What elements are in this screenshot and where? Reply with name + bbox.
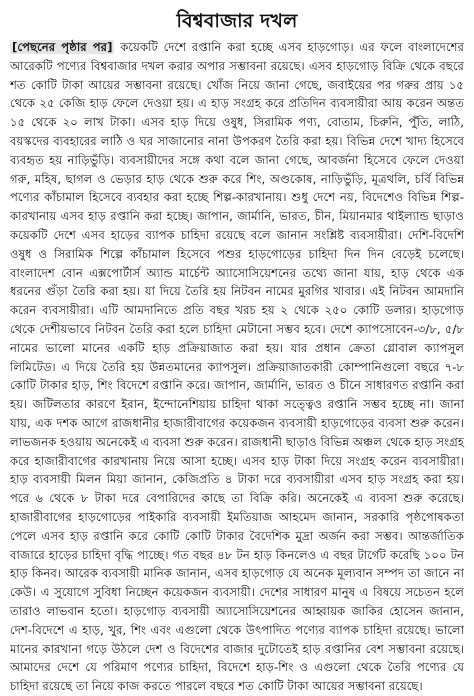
article-body bbox=[10, 38, 464, 696]
article-text: কয়েকটি দেশে রপ্তানি করা হচ্ছে এসব হাড়গোড়। এর ফলে বাংলাদেশের আরেকটি পণ্যের বিশ্ববাজার দখল করার অপার সম্ভাবনা রয়েছে। এসব হাড়গোড় বিক্রি থেকে বছরে শত কোটি টাকা আয়ের সম্ভাবনা রয়েছে। খোঁজ নিয়ে জানা গেছে, জবাইয়ের পর গরুর প্রায় ১৫ থেকে ২৫ কেজি হাড় ফেলে দেওয়া হয়। এ হাড় সংগ্রহ করে প্রতিদিন ব্যবসায়ীরা আয় করেন অন্তত ১৫ থেকে ২০ লাখ টাকা। এসব হাড় দিয়ে ওষুধ, সিরামিক পণ্য, বোতাম, চিরুনি, পুঁতি, লাঠি, বয়স্কদের ব্যবহারের লাঠি ও ঘর সাজানোর নানা উপকরণ তৈরি করা হয়। বিভিন্ন দেশে খাদ্য হিসেবে ব্যবহৃত হয় নাড়িভুঁড়ি। ব্যবসায়ীদের সঙ্গে কথা বলে জানা গেছে, আবর্জনা হিসেবে ফেলে দেওয়া গরু, মহিষ, ছাগল ও ভেড়ার হাড় থেকে শুরু করে শিং, অণ্ডকোষ, নাড়িভুঁড়ি, মূত্রথলি, চর্বি বিভিন্ন পণ্যের কাঁচামাল হিসেবে ব্যবহার করা হচ্ছে শিল্প-কারখানায়। শুধু দেশে নয়, বিদেশেও বিভিন্ন শিল্প-কারখানায় এসব হাড় রপ্তানি করা হচ্ছে। জাপান, জার্মানি, ভারত, চীন, মিয়ানমার থাইল্যান্ড ছাড়াও কয়েকটি দেশে এসব হাড়ের ব্যাপক চাহিদা রয়েছে বলে জানান সংশ্লিষ্ট ব্যবসায়ীরা। দেশি-বিদেশি ওষুধ ও সিরামিক শিল্পে কাঁচামাল হিসেবে পশুর হাড়গোড়ের চাহিদা দিন দিন বেড়েই চলেছে। বাংলাদেশ বোন এক্সপোর্টার্স অ্যান্ড মার্চেন্ট অ্যাসোসিয়েশনের তথ্যে জানা যায়, হাড় থেকে এক ধরনের গুঁড়া তৈরি করা হয়। যা দিয়ে তৈরি হয় নিটবন নামের মুরগির খাবার। এই নিটবন আমদানি করেন ব্যবসায়ীরা। এটি আমদানিতে প্রতি বছর খরচ হয় ২ থেকে ২৫০ কোটি ডলার। হাড়গোড় থেকে দেশীয়ভাবে নিটবন তৈরি করা হলে চাহিদা মেটানো সম্ভব হবে। দেশে ক্যাপসোবেন-৩/৮, ৫/৮ নামের ভালো মানের একটি হাড় প্রক্রিয়াজাত করা হয়। যার প্রধান ক্রেতা গ্লোবাল ক্যাপসুল লিমিটেড। এ দিয়ে তৈরি হয় উন্নতমানের ক্যাপসুল। প্রক্রিয়াজাতকারী কোম্পানিগুলো বছরে ৭-৮ কোটি টাকার হাড়, শিং বিদেশে রপ্তানি করে। জাপান, জার্মানি, ভারত ও চীনে সাধারণত রপ্তানি করা হয়। জটিলতার কারণে ইরান, ইন্দোনেশিয়ায় চাহিদা থাকা সত্ত্বেও রপ্তানি সম্ভব হচ্ছে না। জানা যায়, এক দশক আগে রাজধানীর হাজারীবাগের কয়েকজন ব্যবসায়ী হাড়গোড়ের ব্যবসা শুরু করেন। লাভজনক হওয়ায় অনেকেই এ ব্যবসা শুরু করেন। রাজধানী ছাড়াও বিভিন্ন অঞ্চল থেকে হাড় সংগ্রহ করে হাজারীবাগের কারখানায় নিয়ে আসা হচ্ছে। এসব হাড় টাকা দিয়ে সংগ্রহ করেন ব্যবসায়ীরা। হাড় ব্যবসায়ী মিলন মিয়া জানান, কেজিপ্রতি ৪ টাকা দরে ব্যবসায়ীরা এসব হাড় সংগ্রহ করা হয়। পরে ৬ থেকে ৮ টাকা দরে বেপারিদের কাছে তা বিক্রি করি। অনেকেই এ ব্যবসা শুরু করেছে। হাজারীবাগের হাড়গোড়ের পাইকারি ব্যবসায়ী ইমতিয়াজ আহমেদ জানান, সরকারি পৃষ্ঠপোষকতা পেলে এসব হাড় রপ্তানি করে কোটি কোটি টাকার বৈদেশিক মুদ্রা অর্জন করা সম্ভব। আন্তর্জাতিক বাজারে হাড়ের চাহিদা বৃদ্ধি পাচ্ছে। গত বছর ৪৮ টন হাড় কিনলেও এ বছর টার্গেট করেছি ১০০ টন হাড় কিনব। আরেক ব্যবসায়ী মানিক জানান, এসব হাড়গোড় যে অনেক মূল্যবান সম্পদ তা জানে না কেউ। এ সুযোগে সুবিধা নিচ্ছেন কয়েকজন ব্যবসায়ী। দেশের সাধারণ মানুষ এ বিষয়ে সচেতন হলে তারাও লাভবান হতো। হাড়গোড় ব্যবসায়ী অ্যাসোসিয়েশনের আহ্বায়ক জাকির হোসেন জানান, দেশ-বিদেশে এ হাড়, খুর, শিং এবং এগুলো থেকে উৎপাদিত পণ্যের ব্যাপক চাহিদা রয়েছে। ভালো মানের কারখানা গড়ে উঠলে দেশ ও বিদেশের বাজার দুটোতেই হাড় রপ্তানির বেশ সম্ভাবনা রয়েছে। আমাদের দেশে যে পরিমাণ পণ্যের চাহিদা, বিদেশে হাড়-শিং ও এগুলো থেকে তৈরি পণ্যের যে চাহিদা রয়েছে তা নিয়ে কাজ করতে পারলে বছরে শত কোটি টাকা আয়ের সম্ভাবনা রয়েছে। bbox=[10, 40, 464, 694]
article-headline: বিশ্ববাজার দখল bbox=[176, 10, 298, 32]
continued-from-back-page-label: [পেছনের পৃষ্ঠার পর] bbox=[12, 40, 113, 54]
